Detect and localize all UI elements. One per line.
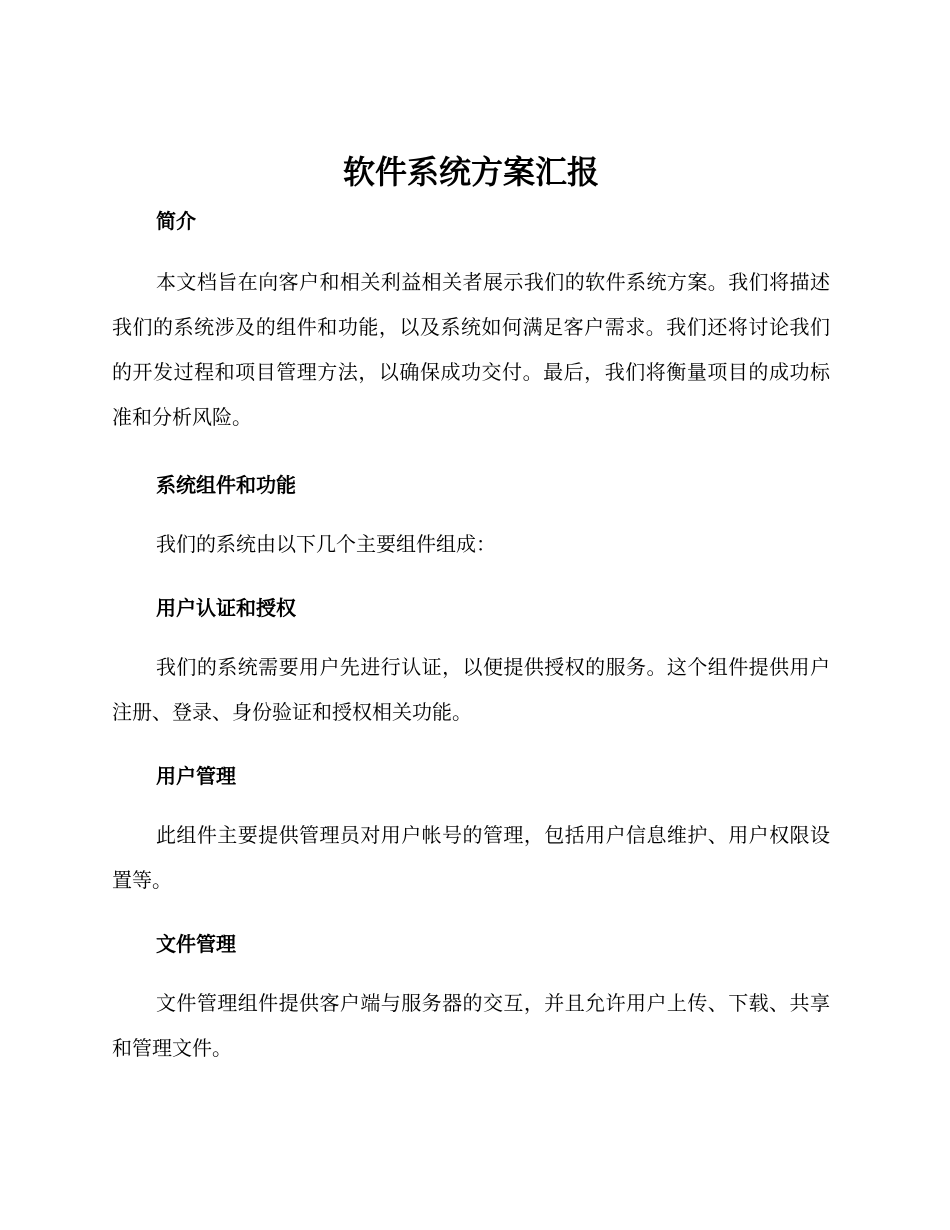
section-heading-auth: 用户认证和授权	[156, 596, 296, 620]
section-heading-user-management: 用户管理	[156, 764, 236, 788]
section-body-components: 我们的系统由以下几个主要组件组成：	[156, 532, 496, 556]
document-page	[112, 150, 830, 1071]
section-body-user-management: 此组件主要提供管理员对用户帐号的管理，包括用户信息维护、用户权限设置等。	[112, 823, 830, 892]
document-title: 软件系统方案汇报	[342, 153, 599, 191]
section-heading-intro: 简介	[156, 209, 196, 233]
section-heading-file-management: 文件管理	[156, 932, 236, 956]
section-heading-components: 系统组件和功能	[156, 473, 296, 497]
section-body-intro: 本文档旨在向客户和相关利益相关者展示我们的软件系统方案。我们将描述我们的系统涉及的组件和功能，以及系统如何满足客户需求。我们还将讨论我们的开发过程和项目管理方法，以确保成功交付。最后，我们将衡量项目的成功标准和分析风险。	[112, 270, 830, 429]
section-body-file-management: 文件管理组件提供客户端与服务器的交互，并且允许用户上传、下载、共享和管理文件。	[112, 991, 830, 1060]
section-body-auth: 我们的系统需要用户先进行认证，以便提供授权的服务。这个组件提供用户注册、登录、身份验证和授权相关功能。	[112, 655, 830, 724]
